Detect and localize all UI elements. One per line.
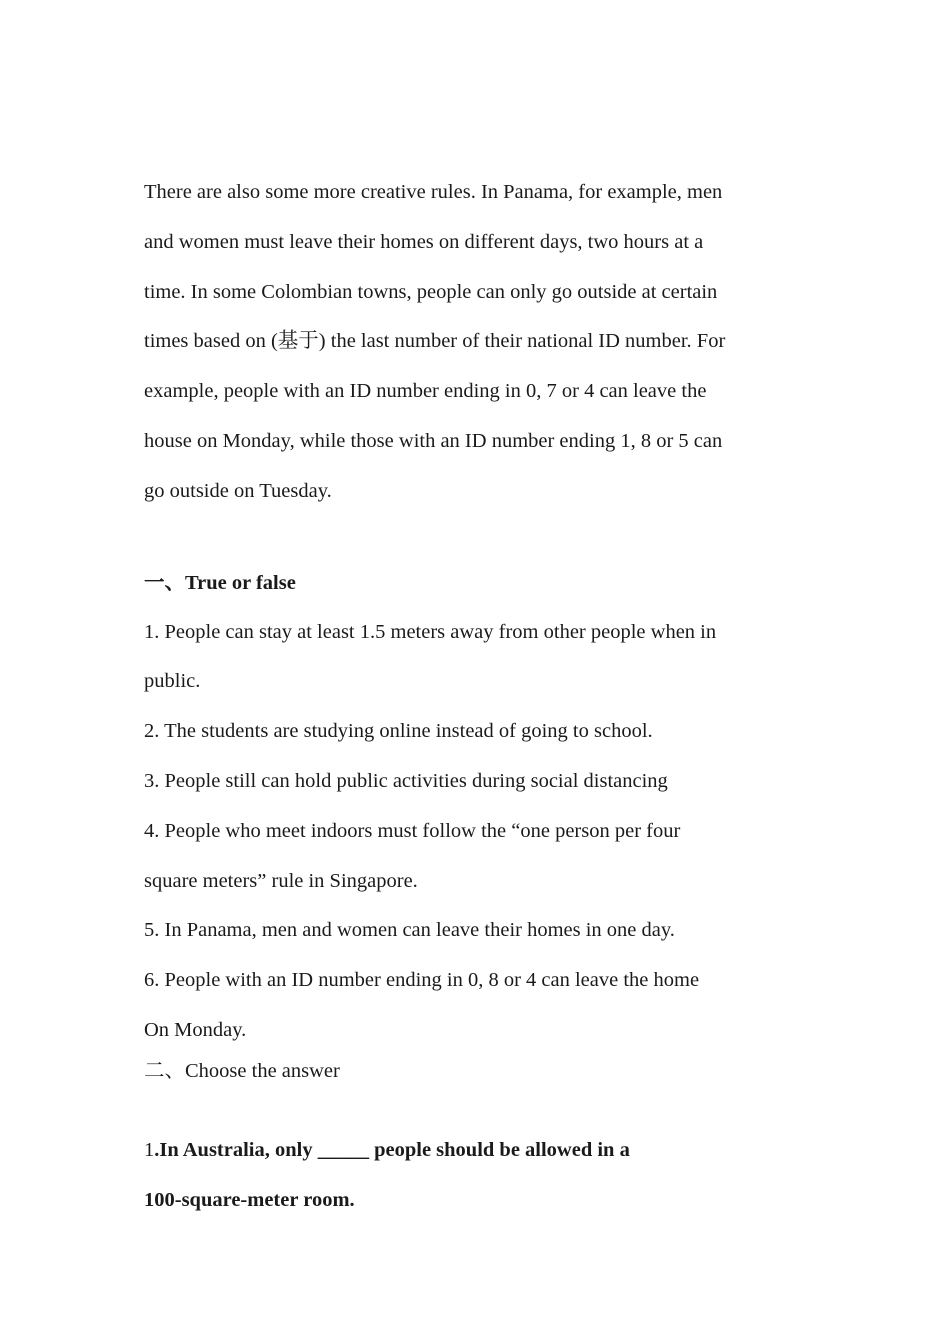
passage-line: go outside on Tuesday. <box>144 479 332 502</box>
choose-answer-section <box>144 1056 814 1226</box>
question-line: 3. People still can hold public activities during social distancing <box>144 769 668 792</box>
question-line: On Monday. <box>144 1018 247 1041</box>
reading-passage <box>144 168 814 517</box>
question-line: 2. The students are studying online instead of going to school. <box>144 720 653 743</box>
question-text: .In Australia, only _____ people should be allowed in a <box>154 1138 630 1161</box>
question-line <box>144 1126 814 1176</box>
question-line: 100-square-meter room. <box>144 1188 355 1211</box>
question-line: 1. People can stay at least 1.5 meters away from other people when in <box>144 620 717 643</box>
question-line: 5. In Panama, men and women can leave their homes in one day. <box>144 919 675 942</box>
section-title: 一、True or false <box>144 571 296 594</box>
passage-line: time. In some Colombian towns, people can only go outside at certain <box>144 280 718 303</box>
question-line: public. <box>144 670 201 693</box>
section-title: 二、Choose the answer <box>144 1059 340 1082</box>
true-false-section <box>144 568 814 1056</box>
question-line: 6. People with an ID number ending in 0, 8 or 4 can leave the home <box>144 969 700 992</box>
question-line: 4. People who meet indoors must follow the “one person per four <box>144 819 681 842</box>
spacer <box>144 1086 814 1126</box>
passage-line: There are also some more creative rules. In Panama, for example, men <box>144 181 723 203</box>
question-number: 1 <box>144 1138 155 1161</box>
passage-line: example, people with an ID number ending in 0, 7 or 4 can leave the <box>144 380 707 403</box>
question-line: square meters” rule in Singapore. <box>144 869 418 892</box>
spacer <box>144 517 814 568</box>
passage-line: times based on (基于) the last number of their national ID number. For <box>144 330 726 353</box>
passage-line: and women must leave their homes on different days, two hours at a <box>144 230 704 253</box>
document-content <box>144 168 814 1225</box>
passage-line: house on Monday, while those with an ID number ending 1, 8 or 5 can <box>144 429 723 452</box>
